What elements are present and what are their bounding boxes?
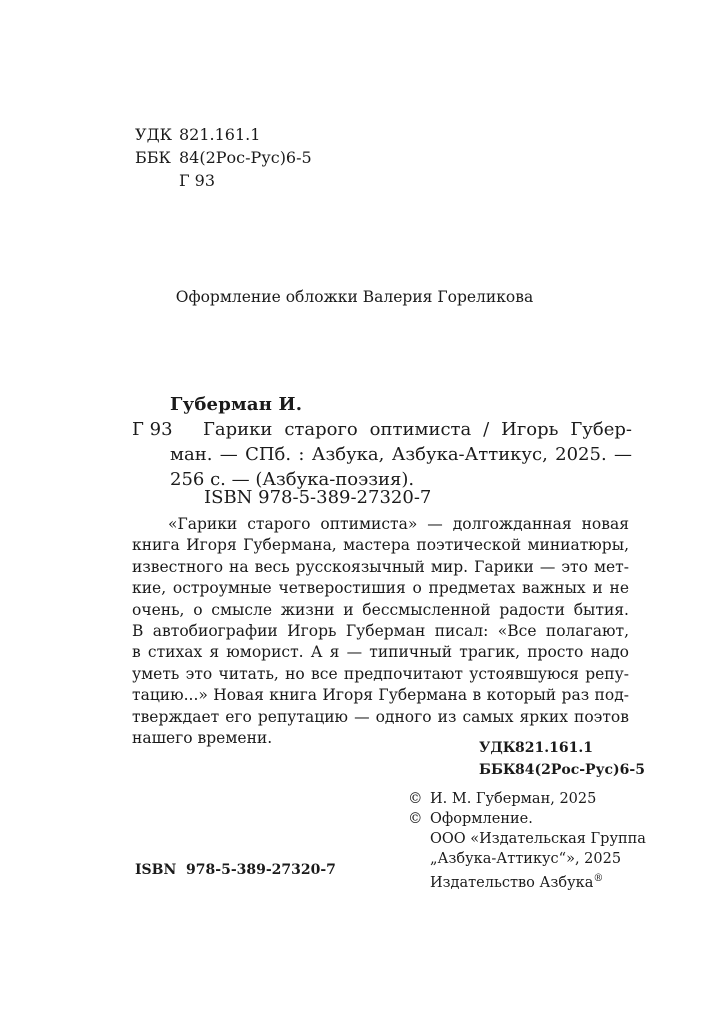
copyright-text: Издательство Азбука [430,874,594,891]
udk-label: УДК [479,740,516,756]
udk-value: 821.161.1 [515,740,593,756]
copyright-publisher [408,869,646,889]
bibliographic-description [170,417,632,492]
author-mark: Г 93 [132,419,173,440]
annotation-line: нашего времени. [132,728,273,747]
annotation-line: «Гарики старого оптимиста» — долгожданная новая [168,515,629,533]
annotation-line: тверждает его репутацию — одного из самых ярких поэтов [132,707,629,726]
copyright-text: Оформление. [430,811,533,827]
cover-credit: Оформление обложки Валерия Гореликова [175,288,534,306]
annotation-line: известного на весь русскоязычный мир. Гарики — это мет- [132,557,629,576]
annotation-line: книга Игоря Губермана, мастера поэтической миниатюры, [132,536,629,555]
annotation [132,514,629,749]
isbn: ISBN 978-5-389-27320-7 [204,487,432,508]
copyright-text: „Азбука-Аттикус“», 2025 [430,851,622,867]
annotation-line: В автобиографии Игорь Губерман писал: «Все полагают, [132,621,629,640]
registered-mark: ® [593,873,604,884]
udk-top [135,123,260,146]
biblio-line: Гарики старого оптимиста / Игорь Губер- [203,419,632,440]
copyright-author [408,789,646,809]
copyright-symbol: © [408,791,423,807]
bbk-label: ББК [135,148,171,167]
annotation-line: очень, о смысле жизни и бессмысленной радости бытия. [132,600,629,619]
bbk-bottom [479,759,645,781]
copyright-publisher [408,849,646,869]
copyright-symbol: © [408,811,423,827]
annotation-line: тацию...» Новая книга Игоря Губермана в который раз под- [132,686,629,705]
udk-bottom [479,737,593,759]
biblio-line: 256 с. — (Азбука-поэзия). [170,469,415,490]
udk-value: 821.161.1 [179,125,261,144]
copyright-publisher [408,829,646,849]
bbk-top [135,146,312,169]
book-author: Губерман И. [170,394,303,415]
biblio-line: ман. — СПб. : Азбука, Азбука-Аттикус, 2025. — [170,444,632,465]
bbk-value: 84(2Рос-Рус)6-5 [179,148,312,167]
copyright-design [408,809,646,829]
bbk-label: ББК [479,762,516,778]
copyright-text: И. М. Губерман, 2025 [430,791,597,807]
udk-label: УДК [135,125,172,144]
annotation-line: кие, остроумные четверостишия о предметах важных и не [132,579,629,598]
isbn-bottom: ISBN 978-5-389-27320-7 [135,862,336,878]
annotation-line: уметь это читать, но все предпочитают устоявшуюся репу- [132,664,629,683]
bbk-value: 84(2Рос-Рус)6-5 [515,762,645,778]
copyright-text: ООО «Издательская Группа [430,831,646,847]
annotation-line: в стихах я юморист. А я — типичный трагик, просто надо [132,643,629,662]
copyright-block [408,789,646,889]
author-mark-top: Г 93 [179,171,216,190]
